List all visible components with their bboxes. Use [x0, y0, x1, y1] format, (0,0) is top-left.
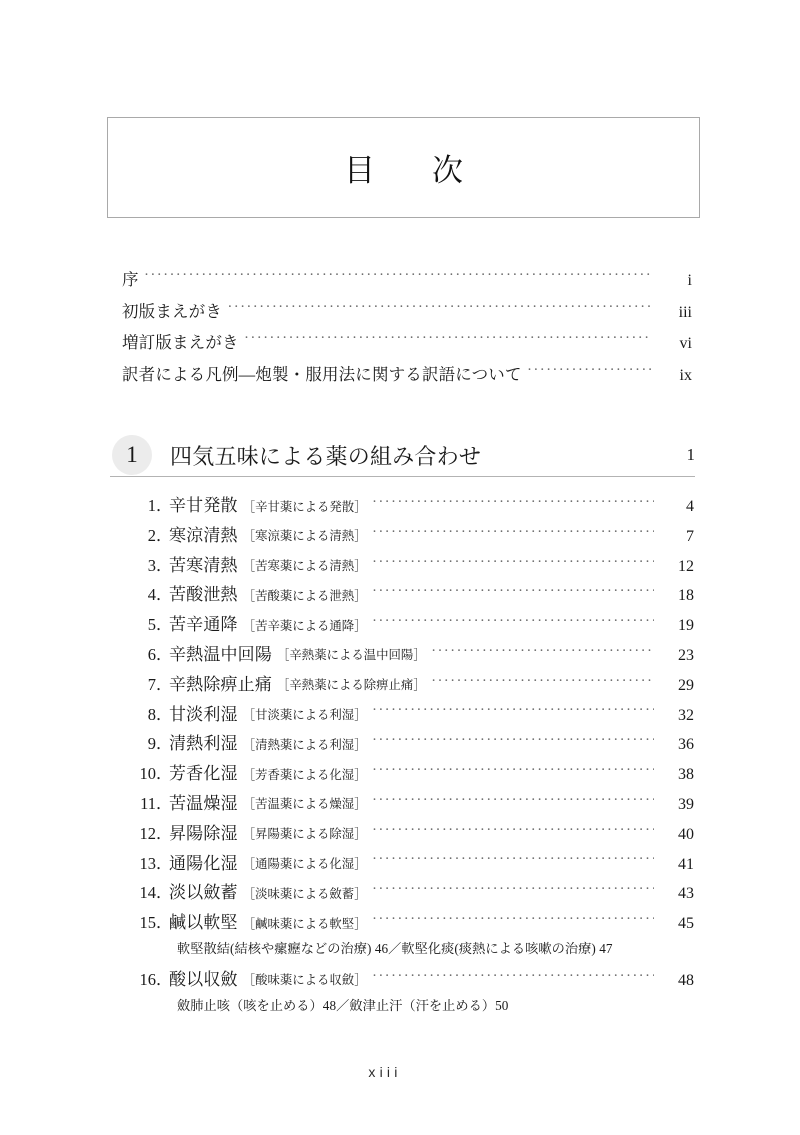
toc-entry-page-number: 23 — [678, 646, 694, 664]
dot-leader — [373, 614, 654, 630]
toc-entry-annotation: ［酸味薬による収斂］ — [242, 973, 367, 988]
toc-entry-page-number: 38 — [678, 766, 694, 784]
toc-subentry-text: 軟堅散結(結核や瘰癧などの治療) 46／軟堅化痰(痰熱による咳嗽の治療) 47 — [177, 940, 613, 956]
toc-entry-separator: ． — [156, 793, 173, 813]
dot-leader — [228, 300, 652, 317]
toc-entry-page-number: 29 — [678, 676, 694, 694]
toc-entry-page-number: 48 — [678, 971, 694, 989]
toc-entry-page-number: 19 — [678, 617, 694, 635]
frontmatter-row[interactable] — [122, 329, 692, 361]
toc-entry-number: 1 — [147, 496, 156, 515]
toc-entry-separator: ． — [156, 525, 173, 545]
page-title: 目 次 — [343, 153, 477, 188]
chapter-heading[interactable] — [110, 434, 695, 477]
toc-entry-title: 甘淡利湿 — [169, 704, 238, 724]
toc-subentry-text: 斂肺止咳（咳を止める）48／斂津止汗（汗を止める）50 — [177, 997, 509, 1013]
dot-leader — [373, 584, 654, 600]
toc-entry-row[interactable] — [116, 849, 694, 879]
toc-entry-separator: ． — [156, 615, 173, 635]
chapter-number-badge — [112, 435, 152, 475]
frontmatter-row[interactable] — [122, 298, 692, 330]
dot-leader — [432, 644, 654, 660]
dot-leader — [373, 793, 654, 809]
toc-entry-page-number: 41 — [678, 855, 694, 873]
folio — [0, 1064, 800, 1082]
toc-entry-row[interactable] — [116, 610, 694, 640]
toc-entry-separator: ． — [156, 734, 173, 754]
toc-entry-page-number: 7 — [686, 527, 694, 545]
toc-entry-row[interactable] — [116, 491, 694, 521]
dot-leader — [245, 332, 652, 349]
frontmatter-list — [122, 266, 692, 392]
toc-entry-annotation: ［清熱薬による利湿］ — [242, 737, 367, 752]
frontmatter-page-number: vi — [679, 335, 692, 352]
toc-entry-separator: ． — [156, 496, 173, 515]
toc-entry-separator: ． — [156, 764, 173, 784]
toc-entry-separator: ． — [156, 823, 173, 843]
toc-entry-row[interactable] — [116, 700, 694, 730]
toc-entry-title: 辛熱除痹止痛 — [169, 674, 273, 694]
toc-entry-title: 通陽化湿 — [169, 853, 238, 873]
toc-entry-number: 6 — [147, 644, 156, 664]
toc-entry-annotation: ［苦辛薬による通降］ — [242, 618, 367, 633]
dot-leader — [373, 912, 654, 928]
toc-entry-separator: ． — [156, 674, 173, 694]
frontmatter-row[interactable] — [122, 361, 692, 393]
chapter-title: 四気五味による薬の組み合わせ — [170, 443, 482, 469]
toc-entry-title: 酸以収斂 — [169, 969, 238, 989]
dot-leader — [373, 969, 654, 985]
toc-entry-page-number: 12 — [678, 557, 694, 575]
dot-leader — [432, 674, 654, 690]
toc-entry-number: 13 — [139, 853, 156, 873]
dot-leader — [373, 853, 654, 869]
frontmatter-page-number: ix — [679, 366, 692, 384]
toc-entry-number: 10 — [139, 764, 156, 784]
dot-leader — [528, 363, 652, 380]
toc-entry-title: 辛熱温中回陽 — [169, 644, 273, 664]
toc-entry-separator: ． — [156, 585, 173, 605]
toc-entry-row[interactable] — [116, 551, 694, 581]
dot-leader — [145, 269, 652, 286]
toc-entry-page-number: 45 — [678, 915, 694, 933]
toc-entry-number: 11 — [140, 793, 156, 813]
toc-entry-separator: ． — [156, 969, 173, 989]
toc-entry-annotation: ［苦酸薬による泄熱］ — [242, 588, 367, 603]
toc-entry-row[interactable] — [116, 521, 694, 551]
toc-entry-row[interactable] — [116, 640, 694, 670]
toc-title-box — [107, 117, 700, 218]
toc-entry-title: 清熱利湿 — [169, 734, 238, 754]
toc-entry-page-number: 40 — [678, 825, 694, 843]
toc-entry-title: 苦辛通降 — [169, 615, 238, 635]
toc-entry-separator: ． — [156, 883, 173, 903]
dot-leader — [373, 495, 654, 511]
toc-entry-number: 14 — [139, 883, 156, 903]
toc-entry-annotation: ［淡味薬による斂蓄］ — [242, 886, 367, 901]
toc-entry-annotation: ［辛熱薬による温中回陽］ — [277, 648, 426, 663]
toc-subentry-row[interactable] — [116, 938, 694, 965]
frontmatter-label: 増訂版まえがき — [122, 333, 239, 352]
toc-entry-annotation: ［寒涼薬による清熱］ — [242, 529, 367, 544]
toc-entry-number: 15 — [139, 913, 156, 933]
dot-leader — [373, 555, 654, 571]
toc-entry-title: 鹹以軟堅 — [169, 913, 238, 933]
toc-entry-annotation: ［甘淡薬による利湿］ — [242, 708, 367, 723]
toc-entry-title: 辛甘発散 — [169, 496, 238, 515]
toc-entry-title: 淡以斂蓄 — [169, 883, 238, 903]
toc-entry-separator: ． — [156, 644, 173, 664]
frontmatter-label: 序 — [122, 270, 139, 289]
toc-entry-page-number: 32 — [678, 706, 694, 724]
dot-leader — [373, 823, 654, 839]
toc-entry-row[interactable] — [116, 580, 694, 610]
dot-leader — [373, 525, 654, 541]
toc-entry-separator: ． — [156, 555, 173, 575]
toc-entry-title: 寒涼清熱 — [169, 525, 238, 545]
folio-page-number: xiii — [368, 1064, 402, 1080]
toc-entry-number: 3 — [147, 555, 156, 575]
toc-entry-title: 苦寒清熱 — [169, 555, 238, 575]
frontmatter-label: 訳者による凡例―炮製・服用法に関する訳語について — [122, 364, 522, 384]
toc-entry-list — [116, 491, 694, 1022]
toc-entry-number: 5 — [147, 615, 156, 635]
toc-entry-title: 苦酸泄熱 — [169, 585, 238, 605]
toc-entry-number: 9 — [147, 734, 156, 754]
toc-entry-row[interactable] — [116, 819, 694, 849]
dot-leader — [373, 763, 654, 779]
toc-entry-page-number: 39 — [678, 795, 694, 813]
toc-entry-row[interactable] — [116, 759, 694, 789]
toc-entry-page-number: 43 — [678, 885, 694, 903]
dot-leader — [373, 882, 654, 898]
toc-entry-annotation: ［昇陽薬による除湿］ — [242, 827, 367, 842]
chapter-number: 1 — [126, 441, 138, 467]
toc-entry-title: 昇陽除湿 — [169, 823, 238, 843]
toc-entry-row[interactable] — [116, 908, 694, 938]
toc-entry-row[interactable] — [116, 878, 694, 908]
frontmatter-page-number: iii — [678, 303, 692, 321]
toc-entry-annotation: ［通陽薬による化湿］ — [242, 857, 367, 872]
toc-entry-number: 16 — [139, 969, 156, 989]
toc-entry-number: 8 — [147, 704, 156, 724]
toc-entry-row[interactable] — [116, 670, 694, 700]
toc-entry-row[interactable] — [116, 729, 694, 759]
chapter-page-number: 1 — [686, 445, 695, 464]
toc-entry-separator: ． — [156, 853, 173, 873]
frontmatter-row[interactable] — [122, 266, 692, 298]
toc-entry-page-number: 36 — [678, 736, 694, 754]
dot-leader — [373, 733, 654, 749]
toc-entry-page-number: 4 — [686, 498, 694, 515]
toc-entry-number: 2 — [147, 525, 156, 545]
toc-entry-annotation: ［芳香薬による化湿］ — [242, 767, 367, 782]
toc-entry-number: 4 — [147, 585, 156, 605]
toc-entry-number: 12 — [139, 823, 156, 843]
toc-entry-annotation: ［辛甘薬による発散］ — [242, 499, 367, 514]
toc-entry-title: 苦温燥湿 — [169, 793, 238, 813]
toc-entry-number: 7 — [147, 674, 156, 694]
toc-entry-annotation: ［鹹味薬による軟堅］ — [242, 916, 367, 931]
toc-entry-row[interactable] — [116, 789, 694, 819]
toc-entry-annotation: ［苦寒薬による清熱］ — [242, 559, 367, 574]
toc-entry-page-number: 18 — [678, 587, 694, 605]
frontmatter-label: 初版まえがき — [122, 301, 222, 321]
frontmatter-page-number: i — [687, 272, 692, 289]
toc-entry-separator: ． — [156, 913, 173, 933]
toc-entry-annotation: ［苦温薬による燥湿］ — [242, 797, 367, 812]
toc-subentry-row[interactable] — [116, 995, 694, 1022]
toc-entry-annotation: ［辛熱薬による除痹止痛］ — [277, 678, 426, 693]
toc-entry-row[interactable] — [116, 965, 694, 995]
toc-entry-title: 芳香化湿 — [169, 764, 238, 784]
toc-entry-separator: ． — [156, 704, 173, 724]
dot-leader — [373, 704, 654, 720]
